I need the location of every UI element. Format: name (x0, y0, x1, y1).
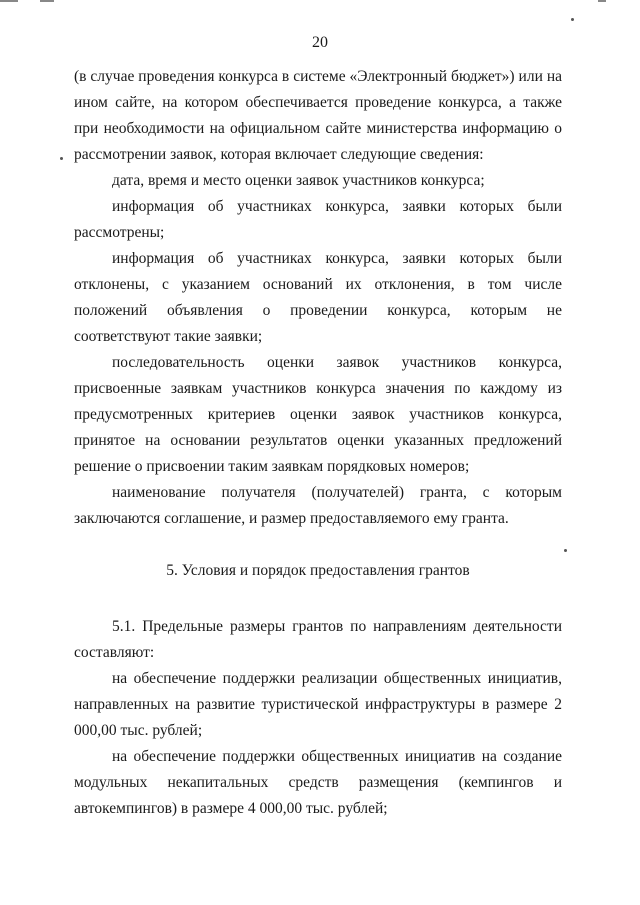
list-item-recipient: наименование получателя (получателей) гранта, с которым заключаются соглашение, и размер предоставляемого ему гранта. (74, 484, 562, 527)
list-item-reviewed: информация об участниках конкурса, заявки которых были рассмотрены; (74, 198, 562, 241)
list-item-rejected: информация об участниках конкурса, заявки которых были отклонены, с указанием оснований их отклонения, в том числе положений объявления о проведении конкурса, которым не соответствуют такие заявки; (74, 250, 562, 345)
section-heading: 5. Условия и порядок предоставления грантов (166, 562, 470, 579)
list-item-tourism: на обеспечение поддержки реализации общественных инициатив, направленных на развитие туристической инфраструктуры в размере 2 000,00 тыс. рублей; (74, 670, 562, 739)
scan-edge-mark (40, 0, 54, 2)
scan-edge-mark (0, 0, 18, 2)
scan-speck (564, 549, 567, 552)
scan-speck (60, 157, 63, 160)
page-number: 20 (312, 34, 328, 51)
paragraph-5-1: 5.1. Предельные размеры грантов по направлениям деятельности составляют: (74, 618, 562, 661)
paragraph-intro: (в случае проведения конкурса в системе «Электронный бюджет») или на ином сайте, на котором обеспечивается проведение конкурса, а также при необходимости на официальном сайте министерства информацию о рассмотрении заявок, которая включает следующие сведения: (74, 68, 562, 163)
document-body (74, 64, 562, 822)
scan-speck (571, 18, 574, 21)
list-item-sequence: последовательность оценки заявок участников конкурса, присвоенные заявкам участников конкурса значения по каждому из предусмотренных критериев оценки заявок участников конкурса, принятое на основании результатов оценки указанных предложений решение о присвоении таким заявкам порядковых номеров; (74, 354, 562, 475)
list-item-date: дата, время и место оценки заявок участников конкурса; (112, 172, 485, 189)
list-item-camping: на обеспечение поддержки общественных инициатив на создание модульных некапитальных средств размещения (кемпингов и автокемпингов) в размере 4 000,00 тыс. рублей; (74, 748, 562, 817)
scan-edge-mark (598, 0, 606, 2)
